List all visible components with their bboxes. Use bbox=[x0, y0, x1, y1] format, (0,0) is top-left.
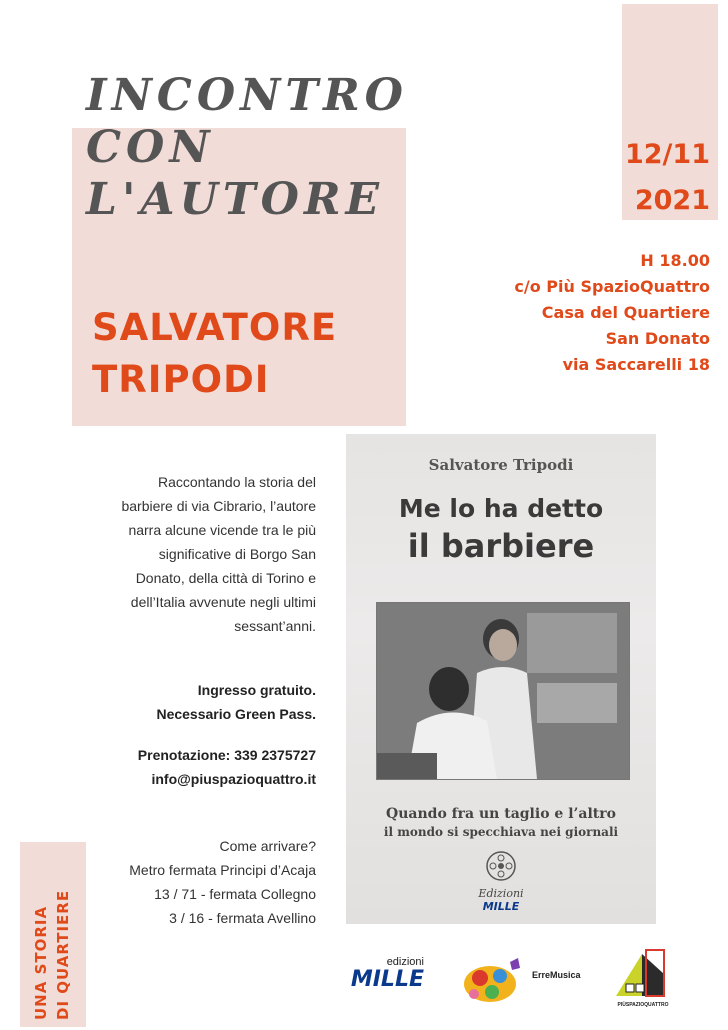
event-date bbox=[625, 132, 710, 224]
cover-publisher-name: MILLE bbox=[482, 900, 520, 913]
entry-line: Ingresso gratuito. bbox=[197, 682, 316, 698]
edizioni-mille-big: MILLE bbox=[350, 967, 424, 992]
cover-title-line: Me lo ha detto bbox=[398, 494, 604, 523]
book-description bbox=[16, 470, 316, 638]
piuspazioquattro-logo bbox=[612, 946, 668, 1010]
author-first-name: SALVATORE bbox=[92, 306, 338, 349]
author-name bbox=[92, 302, 337, 406]
description-line: barbiere di via Cibrario, l’autore bbox=[121, 498, 316, 514]
description-line: significative di Borgo San bbox=[158, 546, 316, 562]
piuspazioquattro-text: PIÙSPAZIOQUATTRO bbox=[617, 1002, 669, 1008]
entry-info bbox=[16, 678, 316, 726]
erremusica-text: ErreMusica bbox=[532, 970, 581, 980]
cover-title-line: il barbiere bbox=[407, 527, 595, 565]
cover-publisher bbox=[346, 850, 656, 913]
piuspazioquattro-house-icon bbox=[612, 946, 668, 1002]
headline-line: INCONTRO bbox=[86, 70, 409, 121]
erremusica-illustration-icon bbox=[460, 954, 530, 1006]
description-line: Donato, della città di Torino e bbox=[135, 570, 316, 586]
cover-subtitle-line: Quando fra un taglio e l’altro bbox=[386, 806, 616, 822]
booking-email[interactable]: info@piuspazioquattro.it bbox=[151, 771, 316, 787]
description-line: sessant’anni. bbox=[234, 618, 316, 634]
venue-line: c/o Più SpazioQuattro bbox=[514, 277, 710, 296]
vertical-label bbox=[30, 840, 74, 1020]
venue-line: San Donato bbox=[605, 329, 710, 348]
cover-author: Salvatore Tripodi bbox=[428, 456, 574, 474]
vertical-label-line: DI QUARTIERE bbox=[54, 889, 72, 1020]
cover-publisher-label: Edizioni bbox=[478, 887, 524, 900]
cover-photo bbox=[376, 602, 630, 780]
edizioni-mille-small: edizioni bbox=[386, 956, 424, 968]
description-line: narra alcune vicende tra le più bbox=[128, 522, 316, 538]
event-venue bbox=[514, 248, 710, 378]
description-line: dell’Italia avvenute negli ultimi bbox=[130, 594, 316, 610]
directions-line: 13 / 71 - fermata Collegno bbox=[154, 886, 316, 902]
cover-subtitle bbox=[346, 804, 656, 840]
description-line: Raccontando la storia del bbox=[158, 474, 316, 490]
date-day-month: 12/11 bbox=[624, 139, 710, 170]
booking-phone: Prenotazione: 339 2375727 bbox=[137, 747, 316, 763]
venue-line: via Saccarelli 18 bbox=[562, 355, 710, 374]
headline bbox=[86, 70, 408, 226]
barber-photo-illustration bbox=[377, 603, 629, 779]
publisher-reel-icon bbox=[485, 850, 517, 882]
edizioni-mille-logo bbox=[340, 956, 424, 992]
directions-line: Come arrivare? bbox=[219, 838, 316, 854]
headline-line: CON bbox=[86, 122, 215, 173]
cover-subtitle-line: il mondo si specchiava nei giornali bbox=[383, 825, 619, 839]
headline-line: L'AUTORE bbox=[86, 174, 385, 225]
entry-line: Necessario Green Pass. bbox=[156, 706, 316, 722]
directions-line: 3 / 16 - fermata Avellino bbox=[169, 910, 316, 926]
venue-line: H 18.00 bbox=[640, 251, 710, 270]
erremusica-logo bbox=[460, 954, 586, 1006]
book-cover bbox=[346, 434, 656, 924]
booking-info bbox=[16, 743, 316, 791]
author-last-name: TRIPODI bbox=[92, 358, 270, 401]
directions-line: Metro fermata Principi d’Acaja bbox=[129, 862, 316, 878]
vertical-label-line: UNA STORIA bbox=[32, 905, 50, 1020]
date-year: 2021 bbox=[634, 185, 710, 216]
cover-title bbox=[346, 492, 656, 566]
venue-line: Casa del Quartiere bbox=[541, 303, 710, 322]
